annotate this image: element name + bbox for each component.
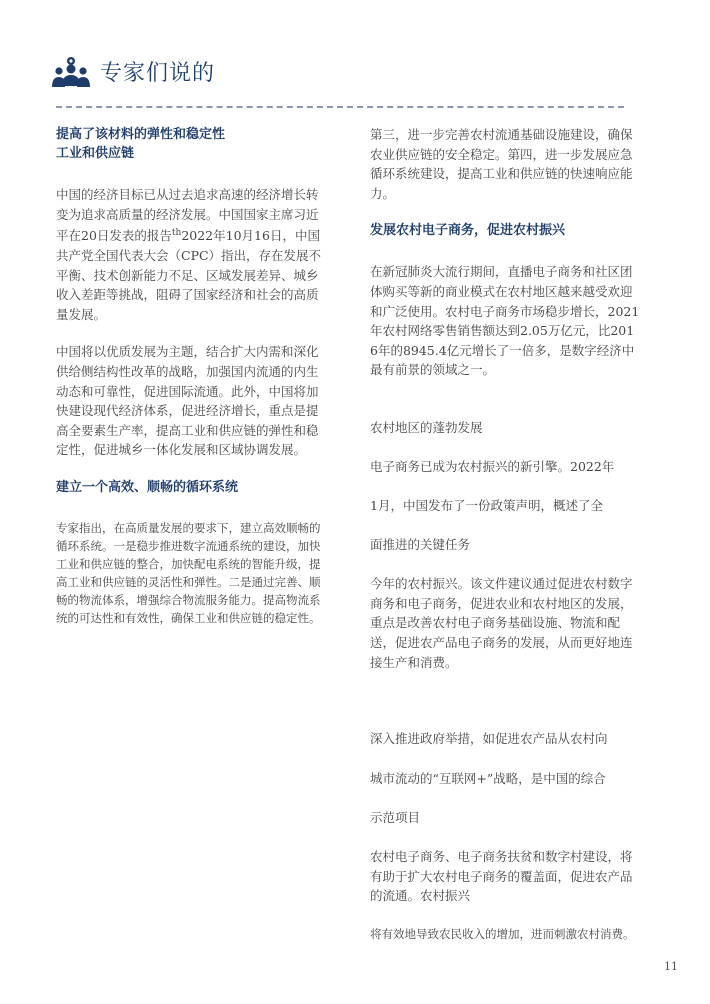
paragraph-text: 中国的经济目标已从过去追求高速的经济增长转变为追求高质量的经济发展。中国国家主席习近平在20日发表的报告 [56,187,319,244]
paragraph-line: 面推进的关键任务 [370,537,471,553]
superscript: th [171,228,182,239]
paragraph-line: 将有效地导致农民收入的增加，进而刺激农村消费。 [370,927,635,942]
page-number: 11 [664,960,678,973]
paragraph-line: 1月，中国发布了一份政策声明，概述了全 [370,497,603,513]
paragraph-line: 农村地区的蓬勃发展 [370,419,483,435]
paragraph [56,185,328,324]
paragraph-line: 今年的农村振兴。该文件建议通过促进农村数字商务和电子商务，促进农业和农村地区的发展，重点是改善农村电子商务基础设施、物流和配送，促进农产品电子商务的发展，从而更好地连接生产和消费。 [370,576,633,670]
paragraph [370,710,642,963]
paragraph-line: 农村电子商务、电子商务扶贫和数字村建设，将有助于扩大农村电子商务的覆盖面，促进农产品的流通。农村振兴 [370,849,633,904]
paragraph: 中国将以优质发展为主题，结合扩大内需和深化供给侧结构性改革的战略，加强国内流通的内生动态和可靠性，促进国际流通。此外，中国将加快建设现代经济体系，促进经济增长，重点是提高全要素生产率，提高工业和供应链的弹性和稳定性，促进城乡一体化发展和区域协调发展。 [56,344,319,458]
paragraph: 在新冠肺炎大流行期间，直播电子商务和社区团体购买等新的商业模式在农村地区越来越受欢迎和广泛使用。农村电子商务市场稳步增长，2021年农村网络零售销售额达到2.05万亿元，比2016年的8945.4亿元增长了一倍多，是数字经济中最有前景的领域之一。 [370,264,640,378]
paragraph: 第三，进一步完善农村流通基础设施建设，确保农业供应链的安全稳定。第四，进一步发展应急循环系统建设，提高工业和供应链的快速响应能力。 [370,127,633,201]
page-title: 专家们说的 [100,61,216,86]
people-group-icon [52,56,90,90]
paragraph-text: 2022年10月16日，中国共产党全国代表大会（CPC）指出，存在发展不平衡、技术创新能力不足、区域发展差异、城乡收入差距等挑战，阻碍了国家经济和社会的高质量发展。 [56,228,322,322]
left-column [56,125,328,627]
dashed-divider [56,106,624,108]
section-heading-circulation-system: 建立一个高效、顺畅的循环系统 [56,479,239,495]
paragraph-line: 深入推进政府举措，如促进农产品从农村向 [370,731,608,747]
paragraph-line: 电子商务已成为农村振兴的新引擎。2022年 [370,458,615,474]
paragraph: 专家指出，在高质量发展的要求下，建立高效顺畅的循环系统。一是稳步推进数字流通系统的建设，加快工业和供应链的整合，加快配电系统的智能升级，提高工业和供应链的灵活性和弹性。二是通过完善、顺畅的物流体系，增强综合物流服务能力。提高物流系统的可达性和有效性，确保工业和供应链的稳定性。 [56,520,321,625]
paragraph [370,398,642,692]
heading-line: 提高了该材料的弹性和稳定性 [56,127,226,142]
paragraph-line: 示范项目 [370,809,421,825]
right-column [370,125,642,963]
heading-line: 工业和供应链 [56,146,135,161]
section-heading-material-elasticity [56,125,328,163]
section-heading-rural-ecommerce: 发展农村电子商务，促进农村振兴 [370,223,566,239]
paragraph-line: 城市流动的“互联网+”战略，是中国的综合 [370,770,606,786]
